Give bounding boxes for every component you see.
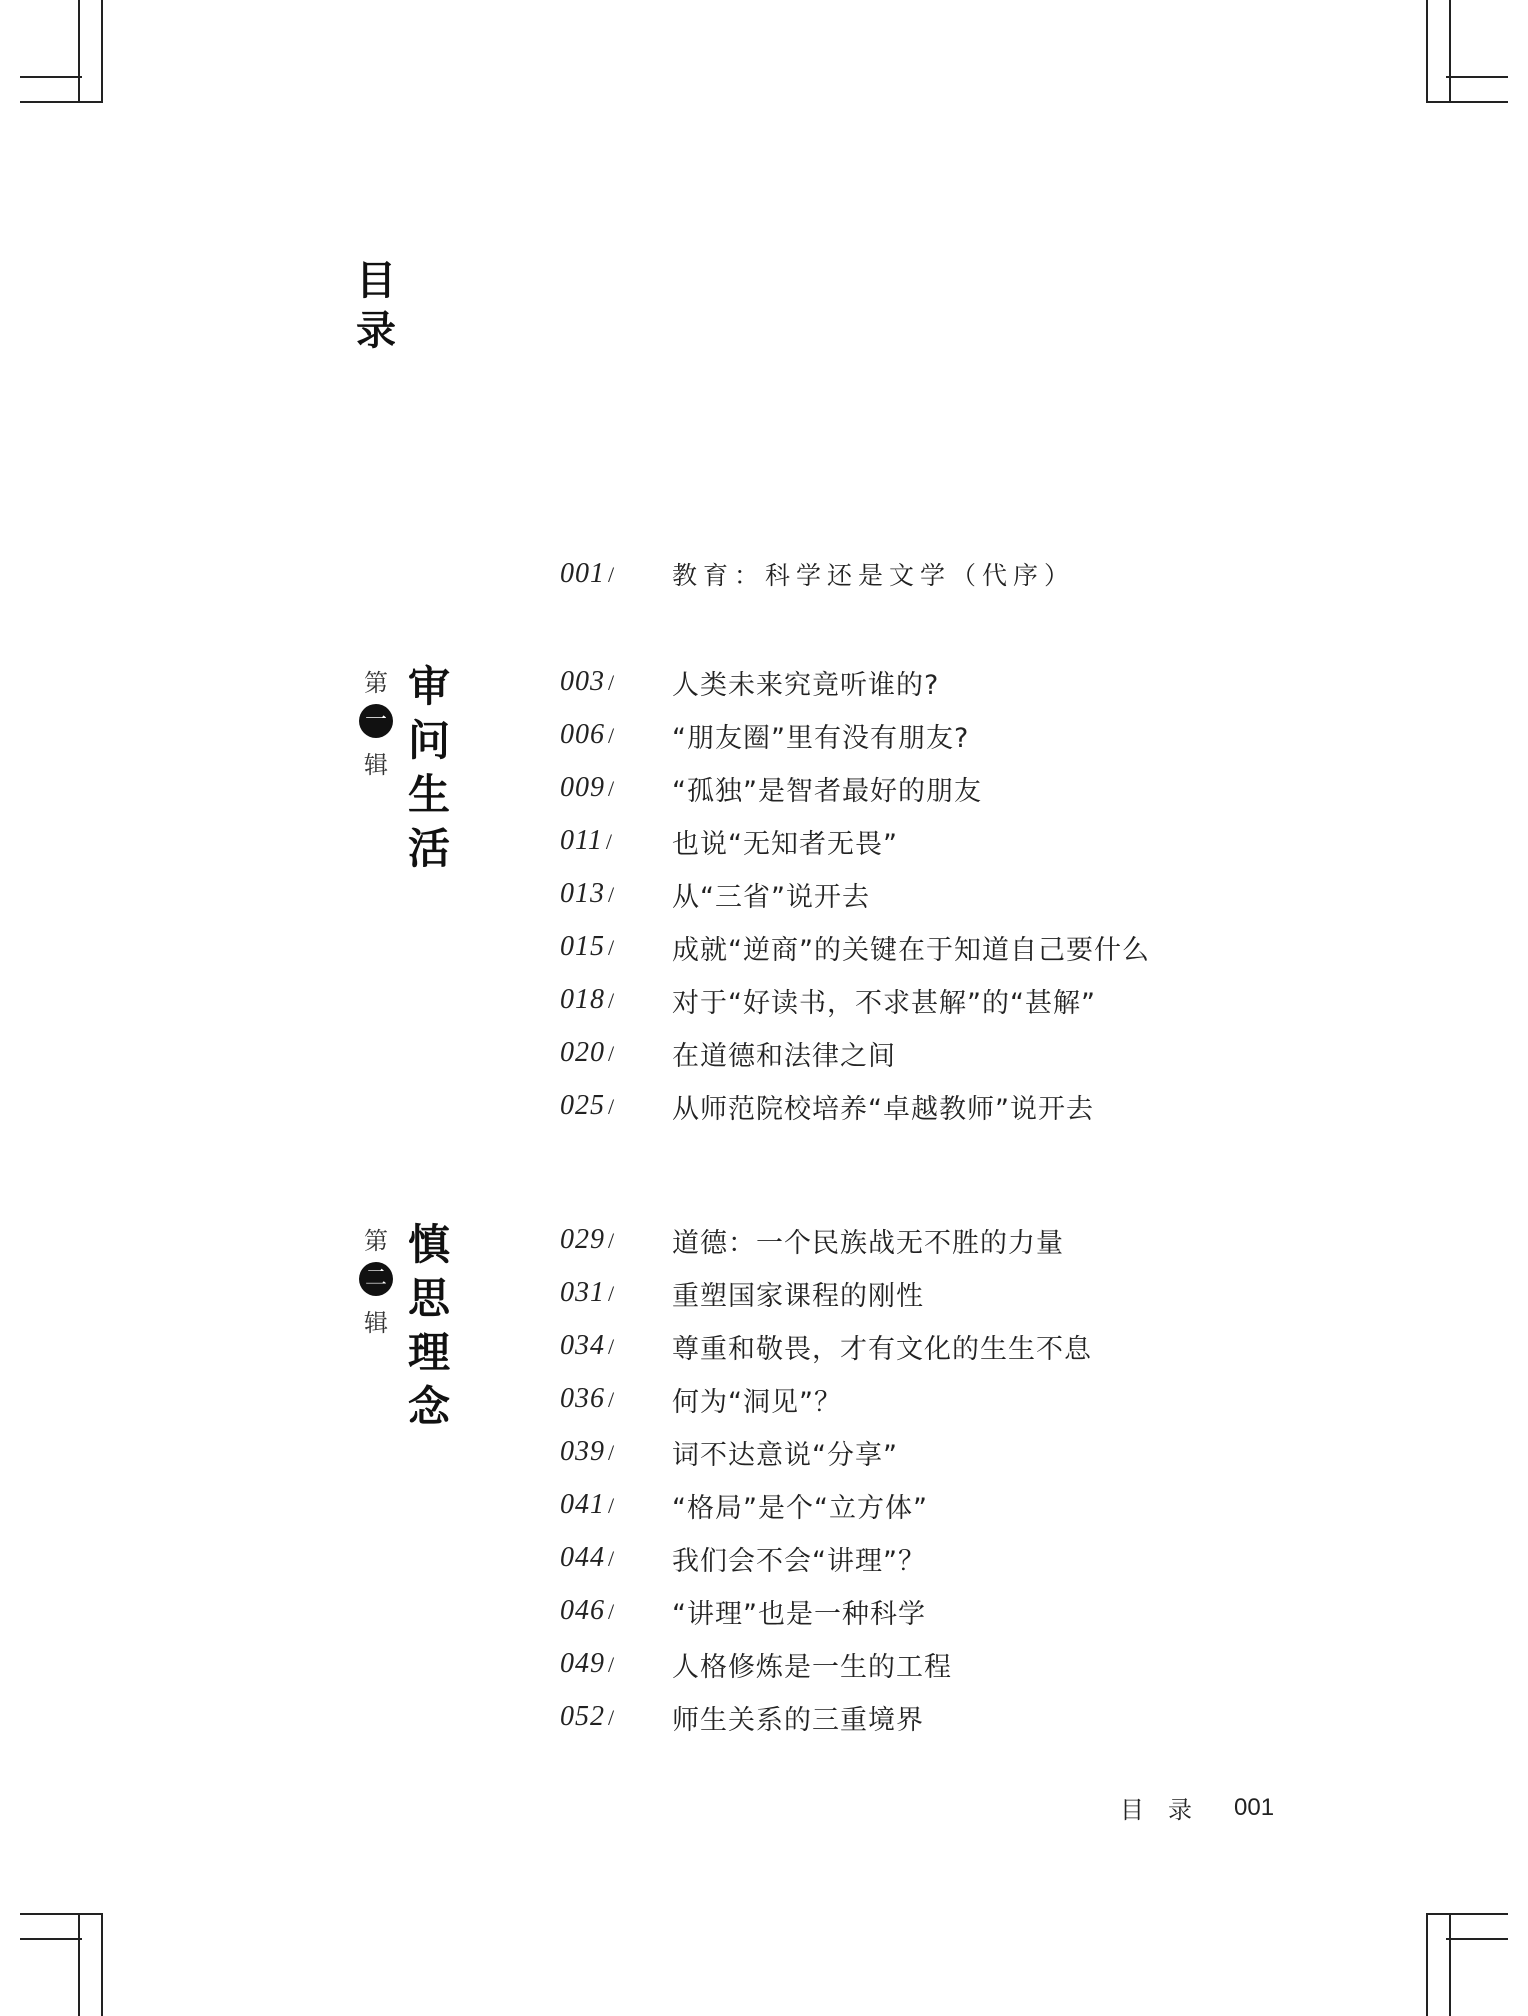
crop-mark: [1426, 1913, 1508, 1915]
ordinal-badge: 二: [359, 1262, 393, 1296]
crop-mark: [20, 76, 82, 78]
footer-page-number: 001: [1234, 1793, 1275, 1821]
crop-mark: [1426, 0, 1428, 103]
ordinal-badge: 一: [359, 704, 393, 738]
toc-entry[interactable]: [560, 1593, 926, 1629]
toc-entry-title: 何为“洞见”？: [672, 1386, 842, 1418]
crop-mark: [1426, 1913, 1428, 2016]
crop-mark: [78, 1913, 80, 2016]
toc-page-number: 044 /: [560, 1542, 616, 1573]
toc-entry[interactable]: [560, 1646, 952, 1682]
toc-entry[interactable]: [560, 1699, 924, 1735]
crop-mark: [1446, 76, 1508, 78]
crop-mark: [20, 101, 101, 103]
toc-entry[interactable]: [560, 1487, 928, 1523]
toc-page-number: 039 /: [560, 1436, 616, 1467]
toc-entry[interactable]: [560, 664, 939, 700]
toc-entry-title: “朋友圈”里有没有朋友?: [672, 722, 970, 754]
toc-entry[interactable]: [560, 1540, 926, 1576]
toc-entry-title: 对于“好读书，不求甚解”的“甚解”: [672, 987, 1096, 1019]
toc-entry[interactable]: [560, 823, 898, 859]
toc-page-number: 029 /: [560, 1224, 616, 1255]
toc-page-number: 041 /: [560, 1489, 616, 1520]
toc-page-number: 011 /: [560, 825, 614, 856]
toc-entry-title: 词不达意说“分享”: [672, 1439, 898, 1471]
footer-label: 目录: [1120, 1796, 1216, 1824]
crop-mark: [1449, 1913, 1451, 2016]
section-title: 慎思理念: [408, 1220, 451, 1431]
toc-entry-title: 从“三省”说开去: [672, 881, 870, 913]
toc-entry-title: 人类未来究竟听谁的?: [672, 669, 940, 701]
toc-entry[interactable]: [560, 770, 982, 806]
toc-page-number: 049 /: [560, 1648, 616, 1679]
toc-entry[interactable]: [560, 876, 870, 912]
toc-entry-title: 也说“无知者无畏”: [672, 828, 898, 860]
crop-mark: [1426, 101, 1508, 103]
toc-page-number: 020 /: [560, 1037, 616, 1068]
toc-entry-title: 重塑国家课程的刚性: [672, 1280, 924, 1312]
toc-entry-title: 在道德和法律之间: [672, 1040, 896, 1072]
toc-entry-title: 我们会不会“讲理”？: [672, 1545, 926, 1577]
toc-entry[interactable]: [560, 1222, 1064, 1258]
toc-entry-title: 成就“逆商”的关键在于知道自己要什么: [672, 934, 1150, 966]
section-title: 审问生活: [408, 662, 451, 873]
toc-entry-title: 道德：一个民族战无不胜的力量: [672, 1227, 1064, 1259]
toc-page-number: 052 /: [560, 1701, 616, 1732]
toc-entry[interactable]: [560, 1035, 896, 1071]
toc-entry-title: 教育：科学还是文学（代序）: [672, 561, 1076, 590]
toc-entry-title: 从师范院校培养“卓越教师”说开去: [672, 1093, 1094, 1125]
toc-page-number: 034 /: [560, 1330, 616, 1361]
toc-page-number: 015 /: [560, 931, 616, 962]
toc-entry-title: “格局”是个“立方体”: [672, 1492, 928, 1524]
toc-entry[interactable]: [560, 1088, 1094, 1124]
toc-page-number: 001 /: [560, 558, 616, 589]
toc-entry-title: “讲理”也是一种科学: [672, 1598, 926, 1630]
crop-mark: [1446, 1938, 1508, 1940]
toc-page-number: 046 /: [560, 1595, 616, 1626]
toc-page-number: 006 /: [560, 719, 616, 750]
toc-page-number: 018 /: [560, 984, 616, 1015]
page-footer: [1120, 1790, 1274, 1825]
crop-mark: [20, 1913, 101, 1915]
toc-page-number: 031 /: [560, 1277, 616, 1308]
toc-page-number: 013 /: [560, 878, 616, 909]
toc-entry-title: “孤独”是智者最好的朋友: [672, 775, 982, 807]
toc-entry[interactable]: [560, 1328, 1092, 1364]
toc-entry[interactable]: [560, 929, 1150, 965]
crop-mark: [1449, 0, 1451, 103]
toc-page-number: 036 /: [560, 1383, 616, 1414]
toc-page-number: 003 /: [560, 666, 616, 697]
section-ordinal: 第 二 辑: [358, 1222, 394, 1342]
page-title: 目录: [356, 257, 396, 354]
toc-entry[interactable]: [560, 982, 1096, 1018]
toc-entry[interactable]: [560, 717, 969, 753]
crop-mark: [101, 0, 103, 103]
section-ordinal: 第 一 辑: [358, 664, 394, 784]
toc-entry-preface[interactable]: [560, 556, 1075, 592]
toc-page-number: 009 /: [560, 772, 616, 803]
toc-page-number: 025 /: [560, 1090, 616, 1121]
crop-mark: [78, 0, 80, 103]
toc-entry[interactable]: [560, 1275, 924, 1311]
toc-entry-title: 师生关系的三重境界: [672, 1704, 924, 1736]
crop-mark: [20, 1938, 82, 1940]
toc-entry[interactable]: [560, 1381, 842, 1417]
toc-entry-title: 人格修炼是一生的工程: [672, 1651, 952, 1683]
toc-entry-title: 尊重和敬畏，才有文化的生生不息: [672, 1333, 1092, 1365]
toc-entry[interactable]: [560, 1434, 898, 1470]
crop-mark: [101, 1913, 103, 2016]
